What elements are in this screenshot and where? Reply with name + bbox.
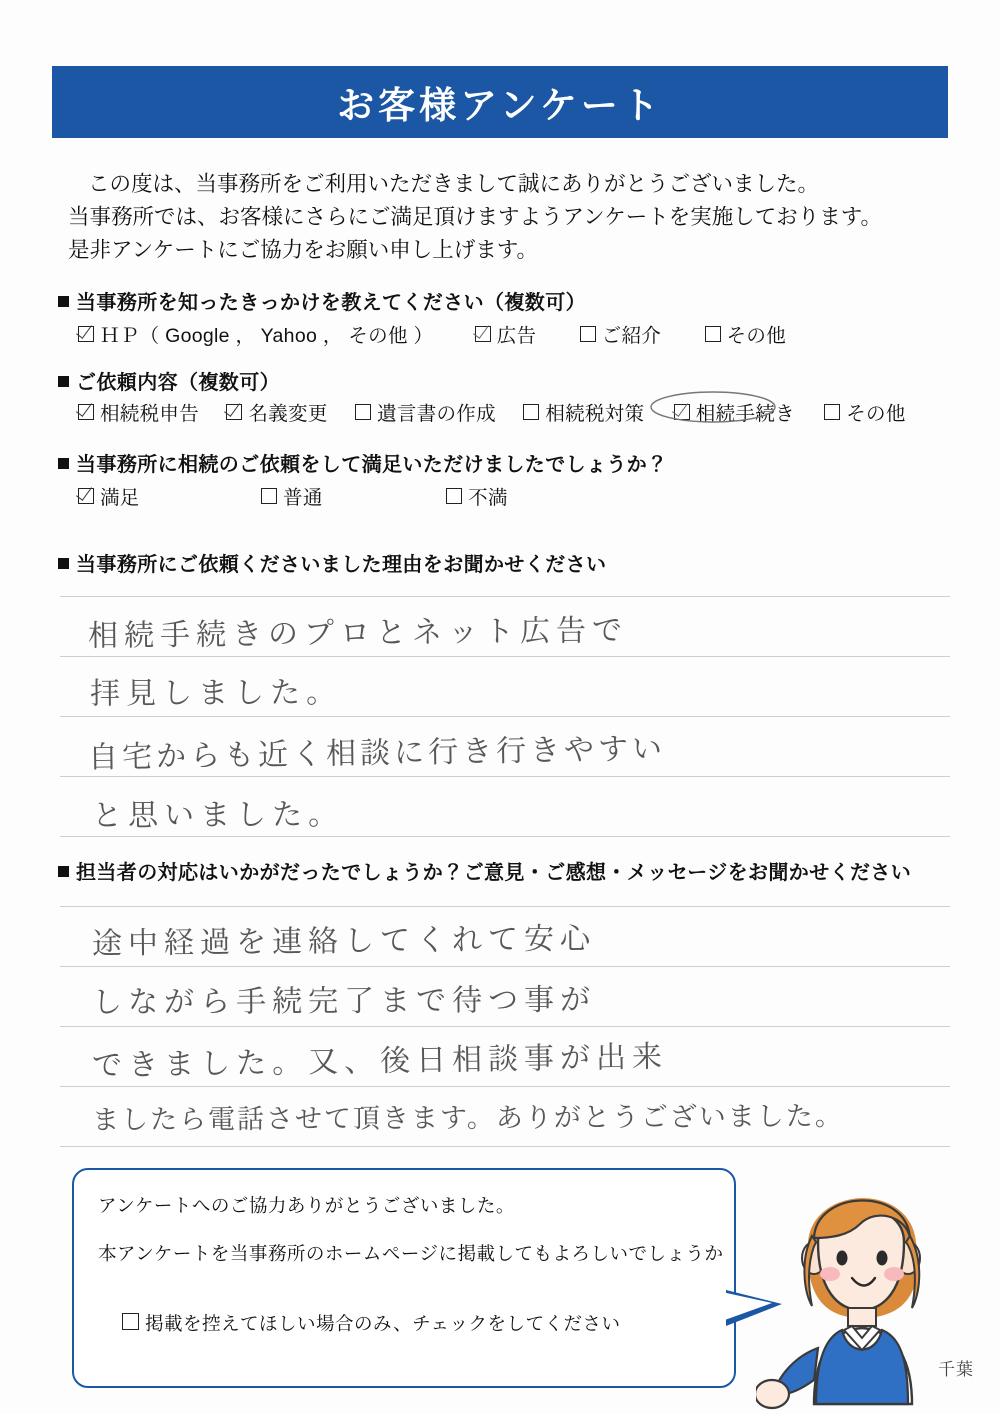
answer-rule: [60, 1086, 950, 1087]
intro-line-3: 是非アンケートにご協力をお願い申し上げます。: [68, 238, 538, 262]
footer-thanks: アンケートへのご協力ありがとうございました。: [98, 1195, 515, 1216]
question-5-heading: 担当者の対応はいかがだったでしょうか？ご意見・ご感想・メッセージをお聞かせください: [58, 856, 911, 885]
bullet-square-icon: [58, 866, 69, 877]
checkbox-tax-planning[interactable]: [523, 404, 539, 420]
option-referral[interactable]: ご紹介: [580, 320, 661, 348]
handwritten-answer-line: ましたら電話させて頂きます。ありがとうございました。: [91, 1101, 844, 1136]
intro-paragraph: [60, 168, 950, 267]
answer-rule: [60, 716, 950, 717]
checkbox-referral[interactable]: [580, 326, 596, 342]
question-4-heading: 当事務所にご依頼くださいました理由をお聞かせください: [58, 548, 606, 577]
option-title-transfer[interactable]: 名義変更: [226, 398, 327, 426]
option-tax-planning[interactable]: 相続税対策: [523, 398, 644, 426]
footer-optout[interactable]: 掲載を控えてほしい場合のみ、チェックをしてください: [122, 1310, 621, 1336]
checkbox-satisfied[interactable]: [78, 488, 94, 504]
answer-rule: [60, 1146, 950, 1147]
option-inheritance-tax-filing[interactable]: 相続税申告: [78, 398, 199, 426]
question-1-heading: 当事務所を知ったきっかけを教えてください（複数可）: [58, 286, 586, 315]
option-ad[interactable]: 広告: [475, 320, 537, 348]
page-title-bar: [52, 66, 948, 138]
intro-line-2: 当事務所では、お客様にさらにご満足頂けますようアンケートを実施しております。: [68, 205, 882, 229]
option-other-1[interactable]: その他: [705, 320, 786, 348]
answer-rule: [60, 906, 950, 907]
checkbox-optout[interactable]: [122, 1313, 139, 1330]
checkbox-inheritance-tax-filing[interactable]: [78, 404, 94, 420]
handwritten-answer-line: 自宅からも近く相談に行き行きやすい: [87, 731, 667, 776]
checkbox-dissatisfied[interactable]: [446, 488, 462, 504]
checkbox-other-2[interactable]: [824, 404, 840, 420]
bullet-square-icon: [58, 296, 69, 307]
checkbox-other-1[interactable]: [705, 326, 721, 342]
checkbox-neutral[interactable]: [261, 488, 277, 504]
option-satisfied[interactable]: 満足: [78, 482, 140, 510]
character-name-label: 千葉: [938, 1360, 974, 1379]
intro-line-1: この度は、当事務所をご利用いただきまして誠にありがとうございました。: [88, 172, 820, 196]
question-3-heading: 当事務所に相続のご依頼をして満足いただけましたでしょうか？: [58, 448, 668, 477]
answer-rule: [60, 656, 950, 657]
answer-rule: [60, 966, 950, 967]
option-neutral[interactable]: 普通: [261, 482, 323, 510]
bullet-square-icon: [58, 458, 69, 469]
handwritten-answer-line: 拝見しました。: [89, 675, 343, 712]
option-hp[interactable]: ＨＰ（ Google ， Yahoo ， その他 ）: [78, 320, 433, 348]
handdrawn-circle-mark: [648, 390, 778, 424]
question-2-heading: ご依頼内容（複数可）: [58, 366, 280, 395]
page-title: お客様アンケート: [337, 85, 663, 126]
footer-permission: 本アンケートを当事務所のホームページに掲載してもよろしいでしょうか: [98, 1243, 724, 1264]
option-will-drafting[interactable]: 遺言書の作成: [355, 398, 496, 426]
option-other-2[interactable]: その他: [824, 398, 905, 426]
staff-character-illustration: [756, 1150, 992, 1410]
question-2-options: [78, 398, 906, 426]
handwritten-answer-line: 途中経過を連絡してくれて安心: [91, 921, 597, 962]
option-inheritance-procedures[interactable]: 相続手続き: [672, 398, 797, 426]
bullet-square-icon: [58, 558, 69, 569]
checkbox-ad[interactable]: [475, 326, 491, 342]
answer-rule: [60, 836, 950, 837]
handwritten-answer-line: と思いました。: [91, 797, 345, 834]
handwritten-answer-line: できました。又、後日相談事が出来: [91, 1039, 669, 1084]
checkbox-hp[interactable]: [78, 326, 94, 342]
checkbox-title-transfer[interactable]: [226, 404, 242, 420]
option-dissatisfied[interactable]: 不満: [446, 482, 508, 510]
answer-rule: [60, 596, 950, 597]
handwritten-answer-line: 相続手続きのプロとネット広告で: [87, 613, 629, 654]
question-3-options: [78, 482, 508, 510]
checkbox-will-drafting[interactable]: [355, 404, 371, 420]
question-1-options: [78, 320, 786, 348]
answer-rule: [60, 1026, 950, 1027]
answer-rule: [60, 776, 950, 777]
bullet-square-icon: [58, 376, 69, 387]
handwritten-answer-line: しながら手続完了まで待つ事が: [91, 982, 597, 1021]
